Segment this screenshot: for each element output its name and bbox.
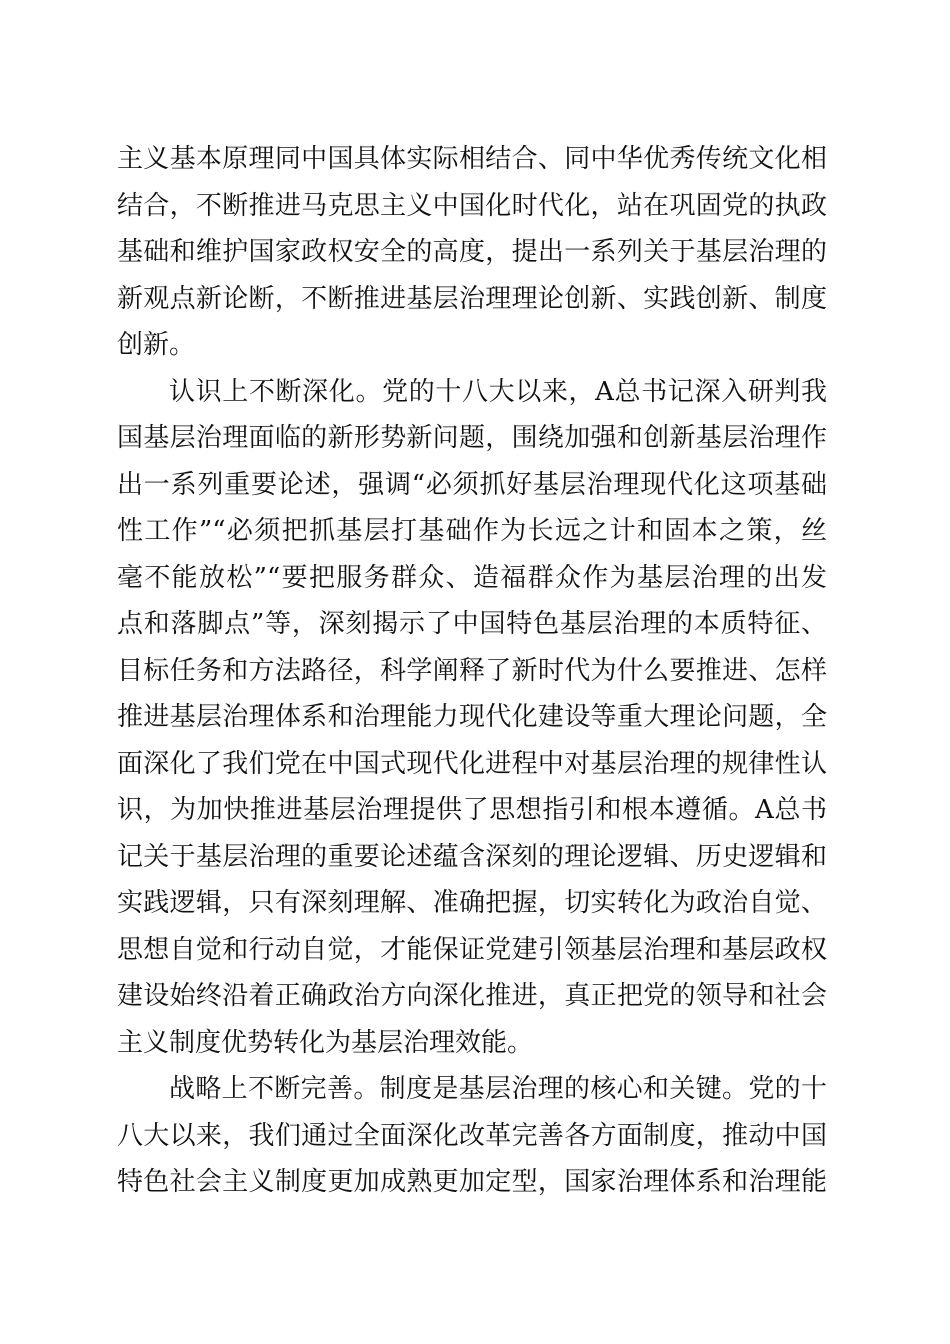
paragraph-1 <box>117 136 827 369</box>
paragraph-3 <box>117 1066 827 1206</box>
text-line: 实践逻辑，只有深刻理解、准确把握，切实转化为政治自觉、 <box>117 888 827 918</box>
text-line: 面深化了我们党在中国式现代化进程中对基层治理的规律性认 <box>117 748 827 779</box>
text-line: 认识上不断深化。党的十八大以来，A总书记深入研判我 <box>169 376 827 407</box>
text-line: 性工作”“必须把抓基层打基础作为长远之计和固本之策，丝 <box>117 516 827 546</box>
text-line: 主义基本原理同中国具体实际相结合、同中华优秀传统文化相 <box>117 144 827 174</box>
text-line: 特色社会主义制度更加成熟更加定型，国家治理体系和治理能 <box>117 1167 827 1197</box>
paragraph-2 <box>117 369 827 1067</box>
text-line: 点和落脚点”等，深刻揭示了中国特色基层治理的本质特征、 <box>117 609 827 639</box>
text-line: 创新。 <box>117 330 196 360</box>
text-line: 结合，不断推进马克思主义中国化时代化，站在巩固党的执政 <box>117 190 827 221</box>
text-line: 目标任务和方法路径，科学阐释了新时代为什么要推进、怎样 <box>117 655 827 686</box>
text-line: 建设始终沿着正确政治方向深化推进，真正把党的领导和社会 <box>117 981 827 1011</box>
text-line: 识，为加快推进基层治理提供了思想指引和根本遵循。A总书 <box>117 795 827 825</box>
document-body <box>117 136 827 1206</box>
text-line: 毫不能放松”“要把服务群众、造福群众作为基层治理的出发 <box>117 562 827 593</box>
text-line: 出一系列重要论述，强调“必须抓好基层治理现代化这项基础 <box>117 469 827 500</box>
text-line: 八大以来，我们通过全面深化改革完善各方面制度，推动中国 <box>117 1120 827 1151</box>
text-line: 主义制度优势转化为基层治理效能。 <box>117 1027 534 1058</box>
text-line: 国基层治理面临的新形势新问题，围绕加强和创新基层治理作 <box>117 423 827 453</box>
text-line: 战略上不断完善。制度是基层治理的核心和关键。党的十 <box>169 1074 827 1104</box>
text-line: 基础和维护国家政权安全的高度，提出一系列关于基层治理的 <box>117 237 827 267</box>
text-line: 记关于基层治理的重要论述蕴含深刻的理论逻辑、历史逻辑和 <box>117 841 827 872</box>
text-line: 新观点新论断，不断推进基层治理理论创新、实践创新、制度 <box>117 283 827 314</box>
text-line: 思想自觉和行动自觉，才能保证党建引领基层治理和基层政权 <box>117 934 827 965</box>
text-line: 推进基层治理体系和治理能力现代化建设等重大理论问题，全 <box>117 702 827 732</box>
